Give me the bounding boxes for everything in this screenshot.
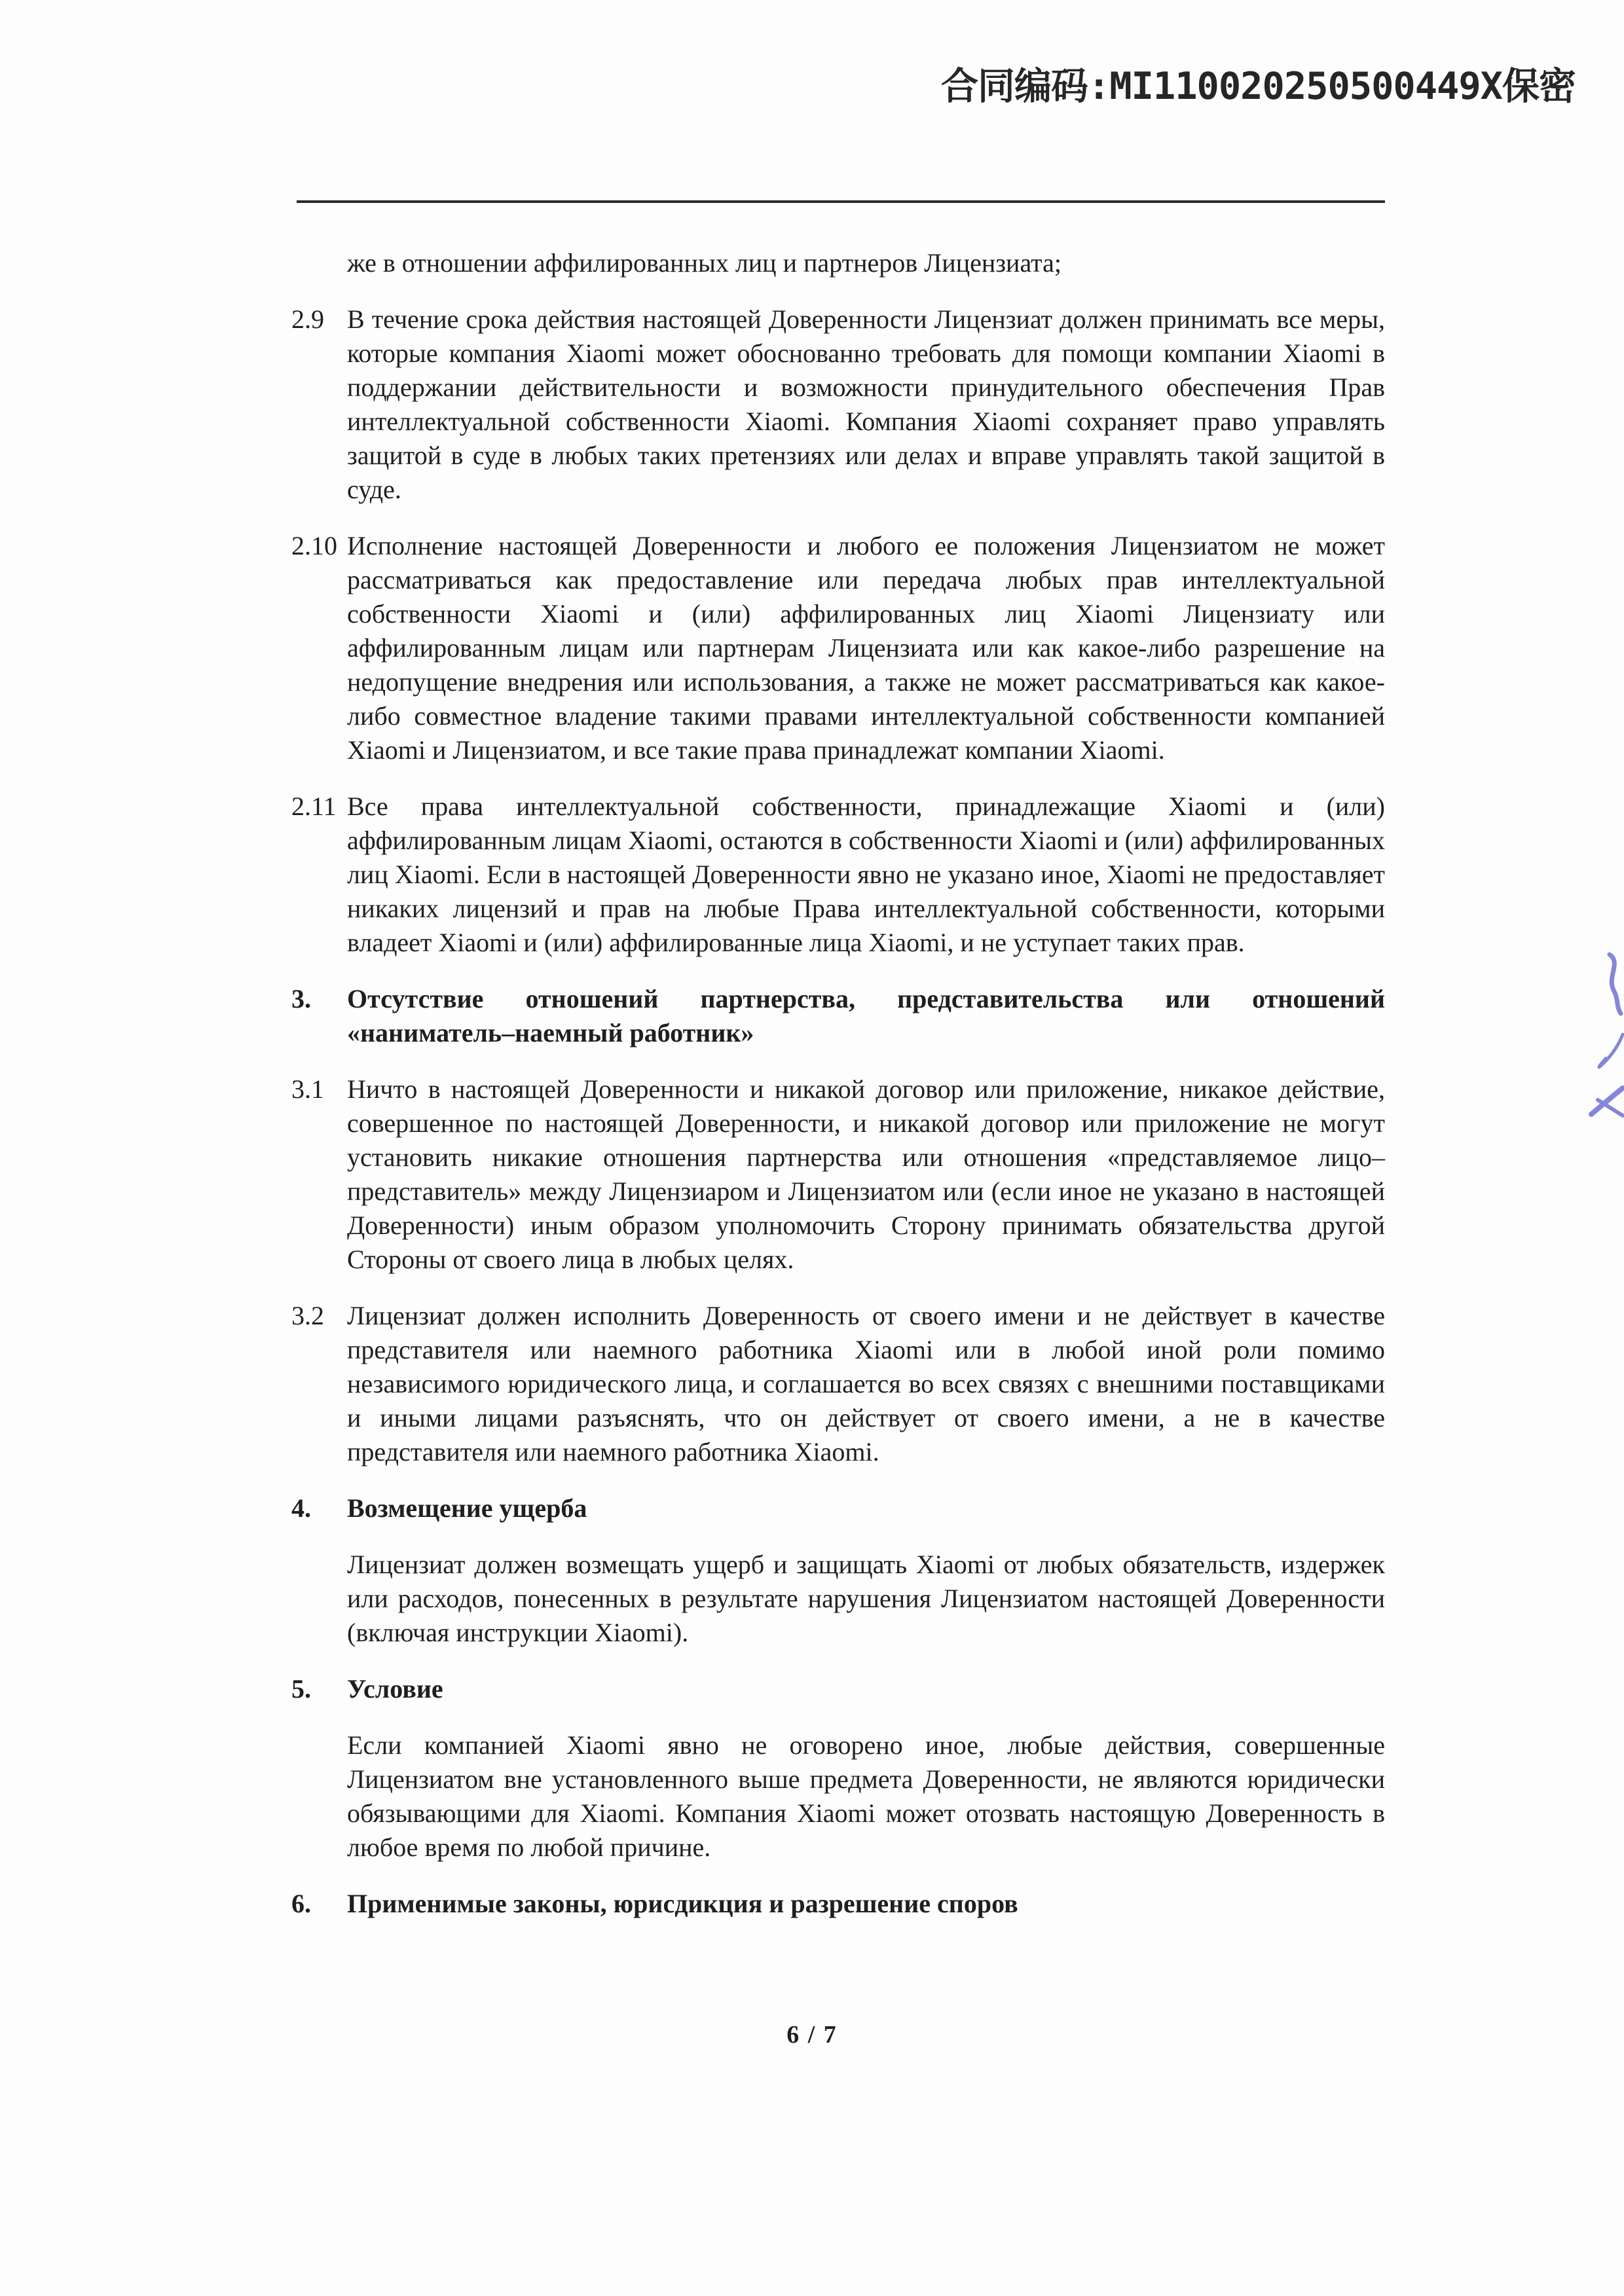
- clause-number: 3.2: [291, 1301, 324, 1330]
- clause-number: 2.9: [291, 304, 324, 334]
- page-number: 6 / 7: [786, 2021, 838, 2049]
- clause-2-10: [291, 529, 1385, 767]
- clause-2-9: [291, 302, 1385, 507]
- section-title-line-1: Отсутствие отношений партнерства, представительства или отношений: [347, 984, 1385, 1013]
- section-6-heading: [291, 1887, 1385, 1921]
- clause-text: Лицензиат должен исполнить Доверенность от своего имени и не действует в качестве представителя или наемного работника Xiaomi или в любой иной роли помимо независимого юридического лица, и соглашается во всех связях с внешними поставщиками и иными лицами разъяснять, что он действует от своего имени, а не в качестве представителя или наемного работника Xiaomi.: [347, 1301, 1385, 1467]
- section-number: 5.: [291, 1674, 311, 1704]
- clause-number: 3.1: [291, 1074, 324, 1104]
- section-number: 6.: [291, 1889, 311, 1918]
- clause-number: 2.11: [291, 792, 337, 821]
- section-title: Возмещение ущерба: [347, 1493, 587, 1523]
- clause-text: Исполнение настоящей Доверенности и любого ее положения Лицензиатом не может рассматриваться как предоставление или передача любых прав интеллектуальной собственности Xiaomi и (или) аффилированных лиц Xiaomi Лицензиату или аффилированным лицам или партнерам Лицензиата или как какое-либо разрешение на недопущение внедрения или использования, а также не может рассматриваться как какое-либо совместное владение такими правами интеллектуальной собственности компанией Xiaomi и Лицензиатом, и все такие права принадлежат компании Xiaomi.: [347, 531, 1385, 765]
- section-title: [347, 982, 1385, 1050]
- clause-2-11: [291, 790, 1385, 960]
- clause-3-1: [291, 1072, 1385, 1277]
- contract-code-header: 合同编码:MI110020250500449X保密: [940, 65, 1576, 108]
- continuation-text: же в отношении аффилированных лиц и партнеров Лицензиата;: [347, 248, 1062, 278]
- section-4-paragraph: Лицензиат должен возмещать ущерб и защищать Xiaomi от любых обязательств, издержек или расходов, понесенных в результате нарушения Лицензиатом настоящей Доверенности (включая инструкции Xiaomi).: [347, 1550, 1385, 1647]
- header-divider-line: [297, 200, 1385, 203]
- section-title-line-2: «наниматель–наемный работник»: [347, 1018, 754, 1048]
- section-3-heading: [291, 982, 1385, 1050]
- clause-text: В течение срока действия настоящей Доверенности Лицензиат должен принимать все меры, которые компания Xiaomi может обоснованно требовать для помощи компании Xiaomi в поддержании действительности и возможности принудительного обеспечения Прав интеллектуальной собственности Xiaomi. Компания Xiaomi сохраняет право управлять защитой в суде в любых таких претензиях или делах и вправе управлять такой защитой в суде.: [347, 304, 1385, 504]
- section-title: Условие: [347, 1674, 443, 1704]
- clause-text: Все права интеллектуальной собственности, принадлежащие Xiaomi и (или) аффилированным лицам Xiaomi, остаются в собственности Xiaomi и (или) аффилированных лиц Xiaomi. Если в настоящей Доверенности явно не указано иное, Xiaomi не предоставляет никаких лицензий и прав на любые Права интеллектуальной собственности, которыми владеет Xiaomi и (или) аффилированные лица Xiaomi, и не уступает таких прав.: [347, 792, 1385, 957]
- document-body: [291, 246, 1385, 1943]
- section-4-heading: [291, 1491, 1385, 1525]
- section-number: 4.: [291, 1493, 311, 1523]
- section-number: 3.: [291, 984, 311, 1013]
- section-5-heading: [291, 1672, 1385, 1706]
- clause-3-2: [291, 1299, 1385, 1469]
- section-5-paragraph: Если компанией Xiaomi явно не оговорено иное, любые действия, совершенные Лицензиатом вне установленного выше предмета Доверенности, не являются юридически обязывающими для Xiaomi. Компания Xiaomi может отозвать настоящую Доверенность в любое время по любой причине.: [347, 1730, 1385, 1862]
- blue-ink-stroke: [1560, 936, 1624, 1133]
- clause-text: Ничто в настоящей Доверенности и никакой договор или приложение, никакое действие, совершенное по настоящей Доверенности, и никакой договор или приложение не могут установить никакие отношения партнерства или отношения «представляемое лицо–представитель» между Лицензиаром и Лицензиатом или (если иное не указано в настоящей Доверенности) иным образом уполномочить Сторону принимать обязательства другой Стороны от своего лица в любых целях.: [347, 1074, 1385, 1274]
- section-title: Применимые законы, юрисдикция и разрешение споров: [347, 1889, 1018, 1918]
- clause-number: 2.10: [291, 531, 337, 560]
